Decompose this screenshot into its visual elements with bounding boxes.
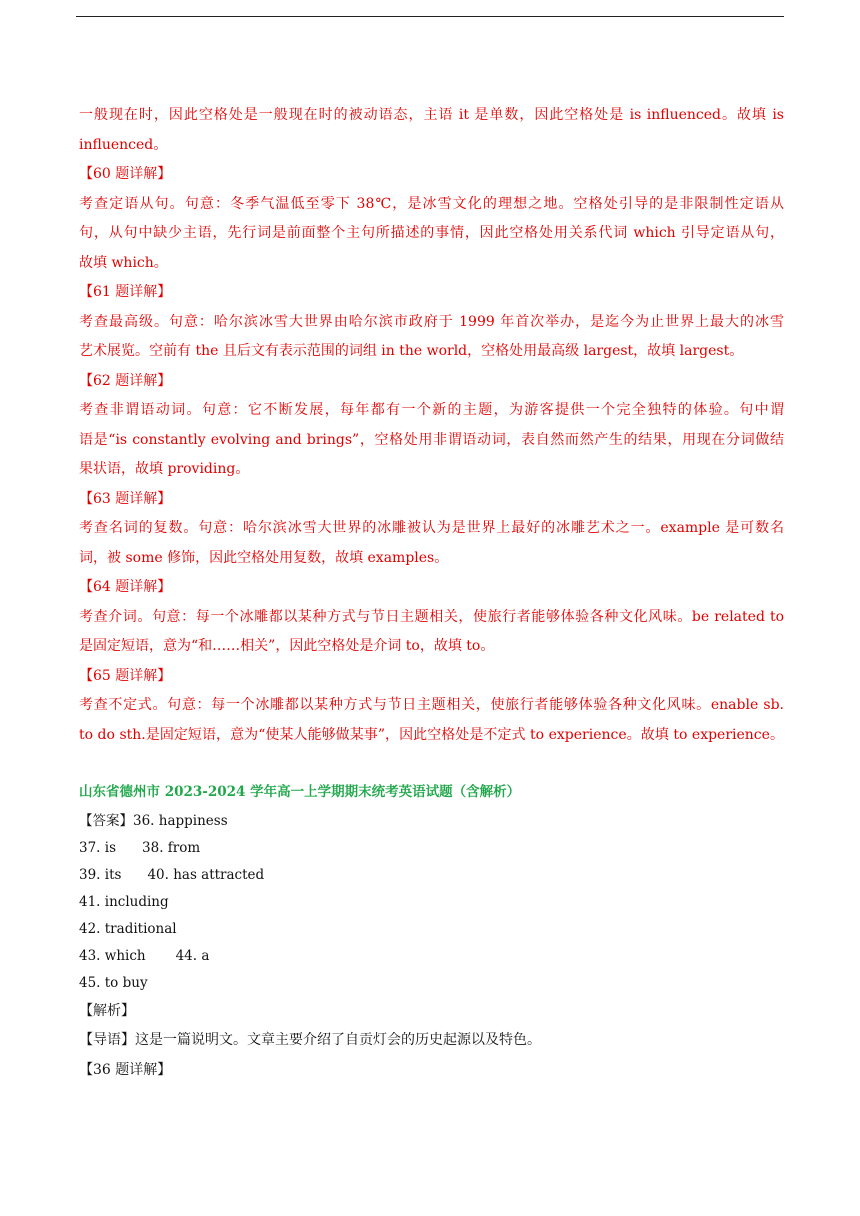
text-line: 考查介词。句意：每一个冰雕都以某种方式与节日主题相关，使旅行者能够体验各种文化风味。be related to bbox=[79, 608, 784, 625]
text-line: to do sth.是固定短语，意为“使某人能够做某事”，因此空格处是不定式 to experience。故填 to experience。 bbox=[79, 726, 784, 743]
answer-label: 【答案】 bbox=[79, 812, 133, 829]
answer-41: 41. including bbox=[79, 893, 169, 910]
question-heading: 【63 题详解】 bbox=[79, 490, 172, 507]
text-line: influenced。 bbox=[79, 136, 168, 153]
intro-line bbox=[79, 1026, 784, 1056]
text-line: 考查名词的复数。句意：哈尔滨冰雪大世界的冰雕被认为是世界上最好的冰雕艺术之一。example 是可数名 bbox=[79, 520, 784, 536]
answer-39: 39. its bbox=[79, 866, 122, 883]
question-heading: 【62 题详解】 bbox=[79, 372, 172, 389]
intro-label: 【导语】 bbox=[79, 1032, 135, 1048]
text-line: 考查非谓语动词。句意：它不断发展，每年都有一个新的主题，为游客提供一个完全独特的体验。句中谓 bbox=[79, 402, 784, 418]
text-line: 语是“is constantly evolving and brings”，空格处用非谓语动词，表自然而然产生的结果，用现在分词做结 bbox=[79, 431, 784, 448]
answer-line bbox=[79, 808, 784, 835]
answer-44: 44. a bbox=[175, 947, 210, 964]
document-body bbox=[79, 101, 784, 1085]
text-line: 句，从句中缺少主语，先行词是前面整个主句所描述的事情，因此空格处用关系代词 which 引导定语从句， bbox=[79, 225, 784, 241]
intro-text: 这是一篇说明文。文章主要介绍了自贡灯会的历史起源以及特色。 bbox=[135, 1032, 541, 1048]
text-line: 词，被 some 修饰，因此空格处用复数，故填 examples。 bbox=[79, 549, 449, 566]
answer-36: 36. happiness bbox=[133, 812, 228, 829]
text-line: 故填 which。 bbox=[79, 254, 168, 271]
question-heading: 【65 题详解】 bbox=[79, 667, 172, 684]
text-line: 考查不定式。句意：每一个冰雕都以某种方式与节日主题相关，使旅行者能够体验各种文化风味。enable sb. bbox=[79, 697, 784, 713]
header-rule bbox=[76, 16, 784, 17]
text-line: 是固定短语，意为“和……相关”，因此空格处是介词 to，故填 to。 bbox=[79, 638, 495, 654]
answer-43: 43. which bbox=[79, 947, 146, 964]
answer-45: 45. to buy bbox=[79, 974, 148, 991]
question-heading: 【61 题详解】 bbox=[79, 284, 172, 300]
answer-line bbox=[79, 862, 784, 889]
answer-37: 37. is bbox=[79, 839, 117, 856]
question-heading: 【36 题详解】 bbox=[79, 1061, 172, 1078]
text-line: 果状语，故填 providing。 bbox=[79, 461, 250, 477]
text-line: 一般现在时，因此空格处是一般现在时的被动语态，主语 it 是单数，因此空格处是 is influenced。故填 is bbox=[79, 107, 784, 123]
section-title: 山东省德州市 2023-2024 学年高一上学期期末统考英语试题（含解析） bbox=[79, 784, 521, 800]
question-heading: 【60 题详解】 bbox=[79, 166, 172, 182]
answer-line bbox=[79, 943, 784, 970]
analysis-label: 【解析】 bbox=[79, 1002, 135, 1019]
text-line: 考查最高级。句意：哈尔滨冰雪大世界由哈尔滨市政府于 1999 年首次举办，是迄今为止世界上最大的冰雪 bbox=[79, 313, 784, 330]
answer-40: 40. has attracted bbox=[147, 866, 265, 883]
question-heading: 【64 题详解】 bbox=[79, 579, 172, 595]
answer-42: 42. traditional bbox=[79, 920, 177, 937]
text-line: 艺术展览。空前有 the 且后文有表示范围的词组 in the world，空格处用最高级 largest，故填 largest。 bbox=[79, 343, 744, 359]
text-line: 考查定语从句。句意：冬季气温低至零下 38℃，是冰雪文化的理想之地。空格处引导的是非限制性定语从 bbox=[79, 195, 784, 212]
answer-line bbox=[79, 835, 784, 862]
answer-38: 38. from bbox=[142, 839, 201, 856]
